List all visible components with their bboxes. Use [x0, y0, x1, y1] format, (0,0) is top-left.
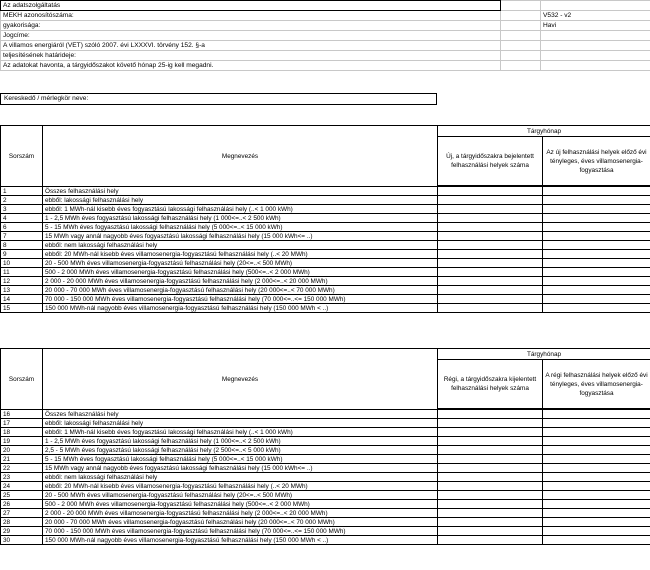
header-value[interactable]: Havi [541, 21, 650, 31]
col-megnevezes: Megnevezés [43, 349, 438, 410]
value-cell[interactable] [543, 268, 650, 277]
trader-name-label: Kereskedő / mérlegkör neve: [4, 95, 89, 102]
table-row [1, 268, 650, 277]
value-cell[interactable] [438, 446, 543, 455]
row-number: 27 [1, 509, 43, 518]
table-row [1, 428, 650, 437]
row-number: 19 [1, 437, 43, 446]
header-label: Az adatszolgáltatás [1, 1, 501, 11]
header-label: teljesítésének határideje: [1, 51, 501, 61]
table-row [1, 205, 650, 214]
value-cell[interactable] [438, 304, 543, 313]
col-new-consumption: Az új felhasználási helyek előző évi tényleges, éves villamosenergia-fogyasztása [543, 137, 650, 186]
row-label: Összes felhasználási hely [43, 410, 438, 419]
col-old-count: Régi, a tárgyidőszakra kijelentett felhasználási helyek száma [438, 360, 543, 409]
row-label: ebből: 1 MWh-nál kisebb éves fogyasztású lakossági felhasználási hely (..< 1 000 kWh) [43, 428, 438, 437]
table-row [1, 446, 650, 455]
header-spacer [501, 61, 541, 71]
table-row [1, 304, 650, 313]
header-block [0, 0, 650, 71]
header-label: MEKH azonosítószáma: [1, 11, 501, 21]
value-cell[interactable] [438, 482, 543, 491]
header-row [1, 61, 650, 71]
row-number: 6 [1, 223, 43, 232]
header-row [1, 41, 650, 51]
table-row [1, 250, 650, 259]
col-sorszam: Sorszám [1, 349, 43, 410]
row-label: 1 - 2,5 MWh éves fogyasztású lakossági felhasználási hely (1 000<=..< 2 500 kWh) [43, 214, 438, 223]
value-cell[interactable] [438, 509, 543, 518]
row-label: 15 MWh vagy annál nagyobb éves fogyasztású lakossági felhasználási hely (15 000 kWh<= ..) [43, 232, 438, 241]
header-spacer [501, 41, 541, 51]
row-label: 2 000 - 20 000 MWh éves villamosenergia-fogyasztású felhasználási hely (2 000<=..< 20 000 MWh) [43, 509, 438, 518]
header-value[interactable] [541, 41, 650, 51]
table-row [1, 295, 650, 304]
col-sorszam: Sorszám [1, 126, 43, 187]
header-value[interactable] [541, 51, 650, 61]
col-megnevezes: Megnevezés [43, 126, 438, 187]
row-number: 26 [1, 500, 43, 509]
value-cell[interactable] [438, 259, 543, 268]
table-row [1, 223, 650, 232]
value-cell[interactable] [543, 473, 650, 482]
value-cell[interactable] [438, 232, 543, 241]
row-number: 2 [1, 196, 43, 205]
value-cell[interactable] [543, 187, 650, 196]
row-number: 25 [1, 491, 43, 500]
row-number: 12 [1, 277, 43, 286]
header-row [1, 1, 650, 11]
header-label: gyakorisága: [1, 21, 501, 31]
table-row [1, 437, 650, 446]
header-row [1, 11, 650, 21]
row-label: 2,5 - 5 MWh éves fogyasztású lakossági felhasználási hely (2 500<=..< 5 000 kWh) [43, 446, 438, 455]
table-row [1, 187, 650, 196]
value-cell[interactable] [543, 419, 650, 428]
header-spacer [501, 11, 541, 21]
value-cell[interactable] [438, 491, 543, 500]
table-row [1, 527, 650, 536]
value-cell[interactable] [543, 446, 650, 455]
value-cell[interactable] [543, 482, 650, 491]
value-cell[interactable] [438, 250, 543, 259]
table-row [1, 536, 650, 545]
header-value[interactable] [541, 61, 650, 71]
value-cell[interactable] [438, 205, 543, 214]
value-cell[interactable] [543, 500, 650, 509]
row-label: 150 000 MWh-nál nagyobb éves villamosenergia-fogyasztású felhasználási hely (150 000 MWh < ..) [43, 536, 438, 545]
value-cell[interactable] [543, 491, 650, 500]
value-cell[interactable] [438, 187, 543, 196]
row-number: 21 [1, 455, 43, 464]
value-cell[interactable] [543, 536, 650, 545]
row-label: ebből: 20 MWh-nál kisebb éves villamosenergia-fogyasztású felhasználási hely (..< 20 MWh) [43, 250, 438, 259]
value-cell[interactable] [543, 232, 650, 241]
table-row [1, 455, 650, 464]
row-label: ebből: lakossági felhasználási hely [43, 419, 438, 428]
table-row [1, 464, 650, 473]
value-cell[interactable] [543, 410, 650, 419]
value-cell[interactable] [438, 241, 543, 250]
value-cell[interactable] [543, 527, 650, 536]
table-row [1, 214, 650, 223]
row-label: 500 - 2 000 MWh éves villamosenergia-fogyasztású felhasználási hely (500<=..< 2 000 MWh) [43, 500, 438, 509]
header-row [1, 31, 650, 41]
header-spacer [501, 31, 541, 41]
header-label: Jogcíme: [1, 31, 501, 41]
row-label: 20 - 500 MWh éves villamosenergia-fogyasztású felhasználási hely (20<=..< 500 MWh) [43, 259, 438, 268]
value-cell[interactable] [543, 437, 650, 446]
value-cell[interactable] [438, 223, 543, 232]
row-number: 24 [1, 482, 43, 491]
value-cell[interactable] [438, 518, 543, 527]
row-label: 20 000 - 70 000 MWh éves villamosenergia-fogyasztású felhasználási hely (20 000<=..< 70 000 MWh) [43, 518, 438, 527]
value-cell[interactable] [438, 437, 543, 446]
header-table [0, 0, 650, 71]
old-sites-table [0, 348, 650, 545]
row-label: 500 - 2 000 MWh éves villamosenergia-fogyasztású felhasználási hely (500<=..< 2 000 MWh) [43, 268, 438, 277]
table-row [1, 509, 650, 518]
row-number: 29 [1, 527, 43, 536]
value-cell[interactable] [438, 455, 543, 464]
row-label: 1 - 2,5 MWh éves fogyasztású lakossági felhasználási hely (1 000<=..< 2 500 kWh) [43, 437, 438, 446]
row-label: ebből: 20 MWh-nál kisebb éves villamosenergia-fogyasztású felhasználási hely (..< 20 MWh) [43, 482, 438, 491]
header-row [1, 21, 650, 31]
row-number: 7 [1, 232, 43, 241]
value-cell[interactable] [543, 196, 650, 205]
value-cell[interactable] [543, 259, 650, 268]
value-cell[interactable] [543, 214, 650, 223]
value-cell[interactable] [543, 304, 650, 313]
table-row [1, 196, 650, 205]
table-row [1, 518, 650, 527]
value-cell[interactable] [543, 464, 650, 473]
value-cell[interactable] [543, 518, 650, 527]
value-cell[interactable] [543, 428, 650, 437]
header-label: A villamos energiáról (VET) szóló 2007. évi LXXXVI. törvény 152. §-a [1, 41, 501, 51]
row-number: 20 [1, 446, 43, 455]
row-number: 23 [1, 473, 43, 482]
row-label: 5 - 15 MWh éves fogyasztású lakossági felhasználási hely (5 000<=..< 15 000 kWh) [43, 455, 438, 464]
row-number: 1 [1, 187, 43, 196]
table-row [1, 241, 650, 250]
row-number: 9 [1, 250, 43, 259]
header-value[interactable]: V532 - v2 [541, 11, 650, 21]
header-spacer [501, 21, 541, 31]
row-number: 14 [1, 295, 43, 304]
value-cell[interactable] [438, 410, 543, 419]
value-cell[interactable] [438, 473, 543, 482]
new-sites-table [0, 125, 650, 313]
value-cell[interactable] [543, 295, 650, 304]
table-row [1, 473, 650, 482]
col-old-consumption: A régi felhasználási helyek előző évi tényleges, éves villamosenergia-fogyasztása [543, 360, 650, 409]
value-cell[interactable] [543, 205, 650, 214]
row-label: 15 MWh vagy annál nagyobb éves fogyasztású lakossági felhasználási hely (15 000 kWh<= ..) [43, 464, 438, 473]
table-row [1, 482, 650, 491]
table-row [1, 232, 650, 241]
value-cell[interactable] [438, 419, 543, 428]
row-label: 150 000 MWh-nál nagyobb éves villamosenergia-fogyasztású felhasználási hely (150 000 MWh < ..) [43, 304, 438, 313]
table-row [1, 500, 650, 509]
header-value[interactable] [541, 1, 650, 11]
value-cell[interactable] [543, 223, 650, 232]
row-label: 20 000 - 70 000 MWh éves villamosenergia-fogyasztású felhasználási hely (20 000<=..< 70 000 MWh) [43, 286, 438, 295]
col-targyhonap: Tárgyhónap [438, 126, 650, 137]
row-label: 70 000 - 150 000 MWh éves villamosenergia-fogyasztású felhasználási hely (70 000<=..<= 150 000 MWh) [43, 295, 438, 304]
value-cell[interactable] [438, 196, 543, 205]
value-cell[interactable] [543, 250, 650, 259]
row-number: 4 [1, 214, 43, 223]
row-number: 22 [1, 464, 43, 473]
table-row [1, 259, 650, 268]
row-number: 30 [1, 536, 43, 545]
table-row [1, 277, 650, 286]
row-number: 10 [1, 259, 43, 268]
row-label: ebből: nem lakossági felhasználási hely [43, 473, 438, 482]
table-old [0, 348, 650, 545]
table-row [1, 410, 650, 419]
value-cell[interactable] [543, 241, 650, 250]
value-cell[interactable] [438, 527, 543, 536]
value-cell[interactable] [438, 500, 543, 509]
row-number: 28 [1, 518, 43, 527]
row-label: 2 000 - 20 000 MWh éves villamosenergia-fogyasztású felhasználási hely (2 000<=..< 20 000 MWh) [43, 277, 438, 286]
value-cell[interactable] [543, 509, 650, 518]
row-label: ebből: nem lakossági felhasználási hely [43, 241, 438, 250]
row-number: 13 [1, 286, 43, 295]
row-label: 5 - 15 MWh éves fogyasztású lakossági felhasználási hely (5 000<=..< 15 000 kWh) [43, 223, 438, 232]
table-row [1, 419, 650, 428]
value-cell[interactable] [543, 455, 650, 464]
header-label: Az adatokat havonta, a tárgyidőszakot követő hónap 25-ig kell megadni. [1, 61, 501, 71]
row-label: Összes felhasználási hely [43, 187, 438, 196]
value-cell[interactable] [438, 268, 543, 277]
value-cell[interactable] [543, 277, 650, 286]
value-cell[interactable] [438, 536, 543, 545]
row-label: ebből: lakossági felhasználási hely [43, 196, 438, 205]
value-cell[interactable] [438, 428, 543, 437]
value-cell[interactable] [543, 286, 650, 295]
value-cell[interactable] [438, 464, 543, 473]
header-spacer [501, 1, 541, 11]
col-new-count: Új, a tárgyidőszakra bejelentett felhasználási helyek száma [438, 137, 543, 186]
row-number: 11 [1, 268, 43, 277]
table-row [1, 286, 650, 295]
header-spacer [501, 51, 541, 61]
row-number: 3 [1, 205, 43, 214]
row-number: 17 [1, 419, 43, 428]
row-label: 20 - 500 MWh éves villamosenergia-fogyasztású felhasználási hely (20<=..< 500 MWh) [43, 491, 438, 500]
row-number: 18 [1, 428, 43, 437]
header-row [1, 51, 650, 61]
row-label: 70 000 - 150 000 MWh éves villamosenergia-fogyasztású felhasználási hely (70 000<=..<= 150 000 MWh) [43, 527, 438, 536]
trader-name-box[interactable] [0, 93, 437, 105]
col-targyhonap: Tárgyhónap [438, 349, 650, 360]
row-number: 8 [1, 241, 43, 250]
value-cell[interactable] [438, 214, 543, 223]
row-label: ebből: 1 MWh-nál kisebb éves fogyasztású lakossági felhasználási hely (..< 1 000 kWh) [43, 205, 438, 214]
row-number: 16 [1, 410, 43, 419]
value-cell[interactable] [438, 286, 543, 295]
table-new [0, 125, 650, 313]
table-row [1, 491, 650, 500]
row-number: 15 [1, 304, 43, 313]
value-cell[interactable] [438, 295, 543, 304]
value-cell[interactable] [438, 277, 543, 286]
header-value[interactable] [541, 31, 650, 41]
